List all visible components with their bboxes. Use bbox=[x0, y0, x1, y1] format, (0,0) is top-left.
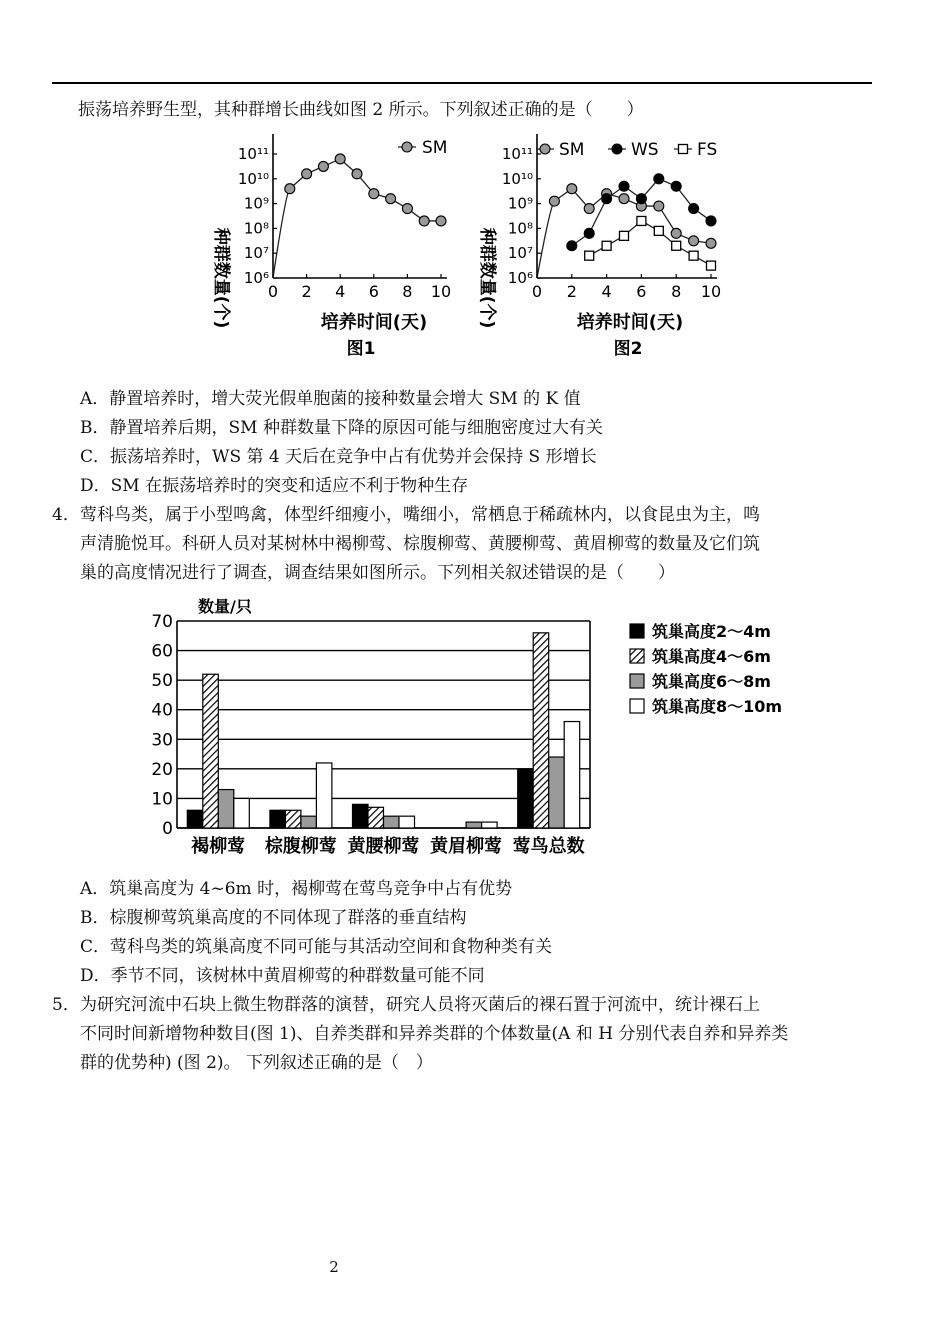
fig1-y-tick-label: 10¹⁰ bbox=[237, 169, 269, 188]
fig2-point-fs bbox=[637, 216, 646, 225]
fig2-legend-label: FS bbox=[697, 140, 718, 160]
fig1-xlabel: 培养时间(天) bbox=[320, 312, 428, 333]
fig2-x-tick-label: 2 bbox=[566, 282, 577, 301]
fig2-point-ws bbox=[671, 181, 681, 191]
fig2-point-fs bbox=[620, 231, 629, 240]
fig2-point-sm bbox=[584, 204, 594, 214]
bar-y-tick-label: 60 bbox=[151, 641, 173, 662]
fig2-point-sm bbox=[689, 236, 699, 246]
fig2-legend-marker bbox=[612, 144, 622, 154]
page-number: 2 bbox=[329, 1258, 339, 1276]
fig2-point-sm bbox=[654, 201, 664, 211]
q5-stem-line: 群的优势种) (图 2)。 下列叙述正确的是（ ） bbox=[80, 1053, 433, 1073]
fig2-y-tick-label: 10¹¹ bbox=[501, 145, 533, 163]
fig1-y-tick-label: 10⁸ bbox=[243, 219, 269, 238]
fig2-legend-marker bbox=[679, 145, 688, 154]
bar-category-label: 莺鸟总数 bbox=[512, 836, 585, 857]
fig2-point-ws bbox=[619, 181, 629, 191]
bar-y-tick-label: 70 bbox=[151, 612, 173, 632]
bar-legend-swatch bbox=[630, 624, 644, 638]
fig1-y-tick-label: 10⁹ bbox=[243, 194, 269, 213]
fig2-point-fs bbox=[689, 251, 698, 260]
bar bbox=[518, 769, 534, 828]
bar bbox=[270, 810, 286, 828]
fig1-point-sm bbox=[402, 204, 412, 214]
bar-legend-swatch bbox=[630, 674, 644, 688]
bar-legend-swatch bbox=[630, 649, 644, 663]
bar bbox=[301, 816, 317, 828]
fig1-point-sm bbox=[285, 184, 295, 194]
bar-category-label: 棕腹柳莺 bbox=[264, 836, 337, 857]
fig2-point-fs bbox=[707, 261, 716, 270]
fig2-point-ws bbox=[602, 194, 612, 204]
q3-option-a: A．静置培养时，增大荧光假单胞菌的接种数量会增大 SM 的 K 值 bbox=[80, 389, 581, 409]
figure-1 bbox=[200, 128, 470, 364]
fig2-legend-marker bbox=[540, 144, 550, 154]
fig2-x-tick-label: 6 bbox=[636, 282, 647, 301]
header-rule bbox=[52, 82, 872, 84]
q5-stem-line: 为研究河流中石块上微生物群落的演替，研究人员将灭菌后的裸石置于河流中，统计裸石上 bbox=[80, 995, 760, 1015]
bar-legend-label: 筑巢高度4～6m bbox=[652, 647, 771, 666]
fig1-y-tick-label: 10⁷ bbox=[243, 244, 269, 263]
q5-stem-line: 不同时间新增物种数目(图 1)、自养类群和异养类群的个体数量(A 和 H 分别代表自养和异养类 bbox=[80, 1024, 789, 1044]
bar bbox=[564, 722, 580, 828]
fig2-point-ws bbox=[567, 241, 577, 251]
bar-legend-label: 筑巢高度8～10m bbox=[652, 697, 783, 716]
fig1-legend-marker bbox=[402, 142, 412, 152]
bar-legend-label: 筑巢高度2～4m bbox=[652, 622, 771, 641]
fig2-legend-label: WS bbox=[631, 140, 659, 160]
fig2-title: 图2 bbox=[613, 339, 643, 359]
fig1-point-sm bbox=[419, 216, 429, 226]
fig2-ylabel: 种群数量(个) bbox=[477, 227, 497, 329]
fig2-point-sm bbox=[619, 194, 629, 204]
fig2-y-tick-label: 10⁹ bbox=[507, 194, 533, 213]
fig2-point-ws bbox=[706, 216, 716, 226]
q3-intro: 振荡培养野生型，其种群增长曲线如图 2 所示。下列叙述正确的是（ ） bbox=[78, 100, 644, 120]
q4-number: 4． bbox=[52, 505, 80, 525]
fig1-y-tick-label: 10¹¹ bbox=[237, 145, 269, 163]
fig2-x-tick-label: 4 bbox=[601, 282, 612, 301]
fig1-x-tick-label: 0 bbox=[267, 282, 279, 301]
fig2-y-tick-label: 10⁷ bbox=[507, 244, 533, 263]
bar bbox=[353, 804, 369, 828]
q3-option-b: B．静置培养后期，SM 种群数量下降的原因可能与细胞密度过大有关 bbox=[80, 418, 603, 438]
q4-option-d: D．季节不同，该树林中黄眉柳莺的种群数量可能不同 bbox=[80, 966, 485, 986]
fig2-x-tick-label: 8 bbox=[671, 282, 682, 301]
bar-legend-swatch bbox=[630, 699, 644, 713]
fig1-x-tick-label: 8 bbox=[402, 282, 413, 301]
fig1-ylabel: 种群数量(个) bbox=[211, 227, 231, 329]
fig1-point-sm bbox=[386, 194, 396, 204]
fig1-point-sm bbox=[369, 189, 379, 199]
bar-y-tick-label: 40 bbox=[151, 700, 173, 721]
fig1-point-sm bbox=[302, 169, 312, 179]
fig2-point-ws bbox=[584, 228, 594, 238]
fig2-point-sm bbox=[549, 196, 559, 206]
fig2-point-sm bbox=[671, 228, 681, 238]
bar-y-tick-label: 0 bbox=[162, 819, 173, 839]
q4-stem-line: 巢的高度情况进行了调查，调查结果如图所示。下列相关叙述错误的是（ ） bbox=[80, 563, 675, 583]
fig1-x-tick-label: 6 bbox=[368, 282, 379, 301]
fig2-point-ws bbox=[654, 174, 664, 184]
bar bbox=[466, 822, 482, 828]
fig1-point-sm bbox=[436, 216, 446, 226]
fig1-x-tick-label: 4 bbox=[335, 282, 346, 301]
bar bbox=[234, 798, 250, 828]
nesting-height-bar-chart bbox=[140, 593, 790, 863]
bar bbox=[399, 816, 415, 828]
bar-y-tick-label: 50 bbox=[151, 671, 173, 692]
fig1-point-sm bbox=[335, 154, 345, 164]
q4-stem-line: 声清脆悦耳。科研人员对某树林中褐柳莺、棕腹柳莺、黄腰柳莺、黄眉柳莺的数量及它们筑 bbox=[80, 534, 760, 554]
bar-y-tick-label: 30 bbox=[151, 730, 173, 751]
fig2-point-ws bbox=[636, 194, 646, 204]
q4-stem-line: 莺科鸟类，属于小型鸣禽，体型纤细瘦小，嘴细小，常栖息于稀疏林内，以食昆虫为主，鸣 bbox=[80, 505, 760, 525]
figure-2 bbox=[466, 128, 736, 364]
q5-number: 5． bbox=[52, 995, 80, 1015]
fig2-y-tick-label: 10⁶ bbox=[507, 269, 533, 287]
q4-option-c: C．莺科鸟类的筑巢高度不同可能与其活动空间和食物种类有关 bbox=[80, 937, 553, 957]
fig1-point-sm bbox=[318, 161, 328, 171]
fig2-point-fs bbox=[585, 251, 594, 260]
q4-option-b: B．棕腹柳莺筑巢高度的不同体现了群落的垂直结构 bbox=[80, 908, 467, 928]
q3-option-c: C．振荡培养时，WS 第 4 天后在竞争中占有优势并会保持 S 形增长 bbox=[80, 447, 597, 467]
fig2-xlabel: 培养时间(天) bbox=[576, 312, 684, 333]
bar-y-tick-label: 10 bbox=[151, 789, 173, 810]
fig1-y-tick-label: 10⁶ bbox=[243, 269, 269, 287]
bar bbox=[482, 822, 498, 828]
fig2-y-tick-label: 10¹⁰ bbox=[501, 169, 533, 188]
fig2-y-tick-label: 10⁸ bbox=[507, 219, 533, 238]
fig2-point-fs bbox=[602, 241, 611, 250]
bar bbox=[203, 674, 219, 828]
bar-y-tick-label: 20 bbox=[151, 759, 173, 780]
fig1-x-tick-label: 2 bbox=[301, 282, 312, 301]
fig2-legend-label: SM bbox=[559, 140, 585, 160]
bar-category-label: 黄腰柳莺 bbox=[347, 836, 420, 857]
fig1-x-tick-label: 10 bbox=[430, 282, 452, 301]
bar bbox=[187, 810, 203, 828]
fig2-x-tick-label: 10 bbox=[700, 282, 722, 301]
fig2-point-sm bbox=[706, 238, 716, 248]
q3-option-d: D．SM 在振荡培养时的突变和适应不利于物种生存 bbox=[80, 476, 469, 496]
bar bbox=[316, 763, 332, 828]
fig2-point-fs bbox=[672, 241, 681, 250]
fig2-point-ws bbox=[689, 204, 699, 214]
bar bbox=[533, 633, 549, 828]
bar-category-label: 黄眉柳莺 bbox=[430, 836, 503, 857]
bar bbox=[285, 810, 301, 828]
fig1-title: 图1 bbox=[346, 339, 376, 359]
fig1-point-sm bbox=[352, 169, 362, 179]
fig2-point-sm bbox=[567, 184, 577, 194]
bar bbox=[218, 790, 234, 828]
fig1-legend-label: SM bbox=[422, 138, 448, 158]
q4-option-a: A．筑巢高度为 4~6m 时，褐柳莺在莺鸟竞争中占有优势 bbox=[80, 879, 513, 899]
bar bbox=[549, 757, 565, 828]
bar-ylabel: 数量/只 bbox=[198, 597, 252, 616]
fig2-point-fs bbox=[654, 226, 663, 235]
bar-legend-label: 筑巢高度6～8m bbox=[652, 672, 771, 691]
bar-category-label: 褐柳莺 bbox=[191, 836, 246, 857]
bar bbox=[384, 816, 400, 828]
fig2-x-tick-label: 0 bbox=[531, 282, 543, 301]
bar bbox=[368, 807, 384, 828]
